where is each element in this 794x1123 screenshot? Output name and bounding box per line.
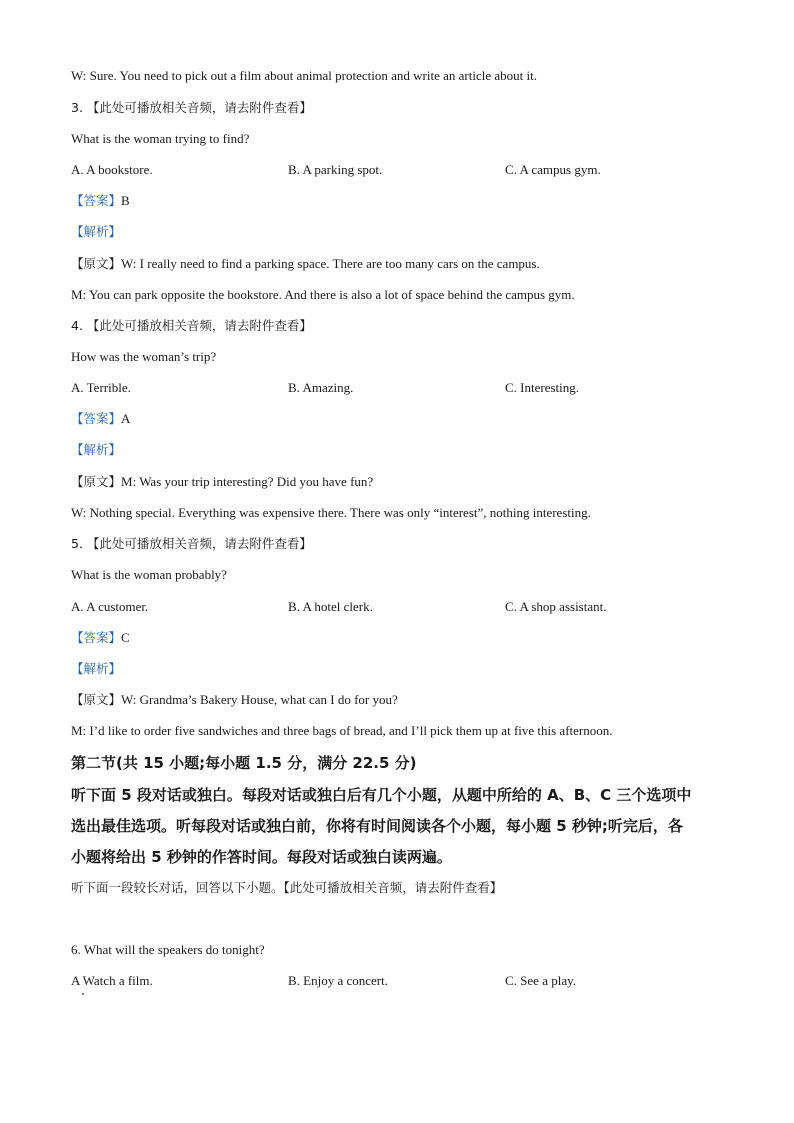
question-4-source	[71, 473, 734, 491]
answer-value: C	[121, 630, 130, 645]
answer-tag: 【答案】	[71, 411, 122, 426]
option-c: C. A campus gym.	[505, 162, 601, 177]
long-dialog-prompt: 听下面一段较长对话，回答以下小题。【此处可播放相关音频，请去附件查看】	[71, 880, 503, 895]
dialog-line: W: Sure. You need to pick out a film about animal protection and write an article about it.	[71, 68, 537, 83]
source-text: M: Was your trip interesting? Did you have fun?	[121, 474, 374, 489]
source-tag: 【原文】	[71, 474, 122, 489]
answer-tag: 【答案】	[71, 630, 122, 645]
section-2-instructions: 选出最佳选项。听每段对话或独白前，你将有时间阅读各个小题，每小题 5 秒钟;听完后，各	[71, 817, 683, 835]
question-5-header: 5. 【此处可播放相关音频，请去附件查看】	[71, 536, 312, 551]
question-6-text: 6. What will the speakers do tonight?	[71, 942, 265, 957]
option-a: A. A bookstore.	[71, 162, 153, 177]
section-2-instructions: 听下面 5 段对话或独白。每段对话或独白后有几个小题，从题中所给的 A、B、C 三个选项中	[71, 786, 692, 804]
dialog-line: M: I’d like to order five sandwiches and three bags of bread, and I’ll pick them up at five this afternoon.	[71, 723, 613, 738]
question-4-answer	[71, 410, 734, 428]
question-3-answer	[71, 192, 734, 210]
question-4-header: 4. 【此处可播放相关音频，请去附件查看】	[71, 318, 312, 333]
stray-dot	[82, 993, 84, 995]
source-text: W: I really need to find a parking space. There are too many cars on the campus.	[121, 256, 540, 271]
option-a: A. A customer.	[71, 599, 149, 614]
question-5-source	[71, 691, 734, 709]
question-5-text: What is the woman probably?	[71, 567, 227, 582]
source-tag: 【原文】	[71, 692, 122, 707]
question-5-analysis	[71, 660, 734, 678]
answer-tag: 【答案】	[71, 193, 122, 208]
option-b: B. A parking spot.	[288, 162, 383, 177]
option-c: C. A shop assistant.	[505, 599, 607, 614]
section-2-title: 第二节(共 15 小题;每小题 1.5 分，满分 22.5 分)	[71, 754, 417, 772]
option-c: C. Interesting.	[505, 380, 580, 395]
question-4-analysis	[71, 441, 734, 459]
question-4-text: How was the woman’s trip?	[71, 349, 217, 364]
option-a: A Watch a film.	[71, 973, 153, 988]
source-tag: 【原文】	[71, 256, 122, 271]
option-c: C. See a play.	[505, 973, 576, 988]
question-5-answer	[71, 629, 734, 647]
option-b: B. A hotel clerk.	[288, 599, 373, 614]
analysis-tag: 【解析】	[71, 224, 122, 239]
dialog-line: M: You can park opposite the bookstore. And there is also a lot of space behind the campus gym.	[71, 287, 575, 302]
answer-value: B	[121, 193, 130, 208]
analysis-tag: 【解析】	[71, 661, 122, 676]
option-b: B. Amazing.	[288, 380, 354, 395]
question-3-source	[71, 255, 734, 273]
question-3-analysis	[71, 223, 734, 241]
option-a: A. Terrible.	[71, 380, 131, 395]
source-text: W: Grandma’s Bakery House, what can I do for you?	[121, 692, 398, 707]
option-b: B. Enjoy a concert.	[288, 973, 388, 988]
section-2-instructions: 小题将给出 5 秒钟的作答时间。每段对话或独白读两遍。	[71, 848, 452, 866]
question-3-header: 3. 【此处可播放相关音频，请去附件查看】	[71, 100, 312, 115]
dialog-line: W: Nothing special. Everything was expensive there. There was only “interest”, nothing interesting.	[71, 505, 591, 520]
question-3-text: What is the woman trying to find?	[71, 131, 250, 146]
answer-value: A	[121, 411, 131, 426]
analysis-tag: 【解析】	[71, 442, 122, 457]
